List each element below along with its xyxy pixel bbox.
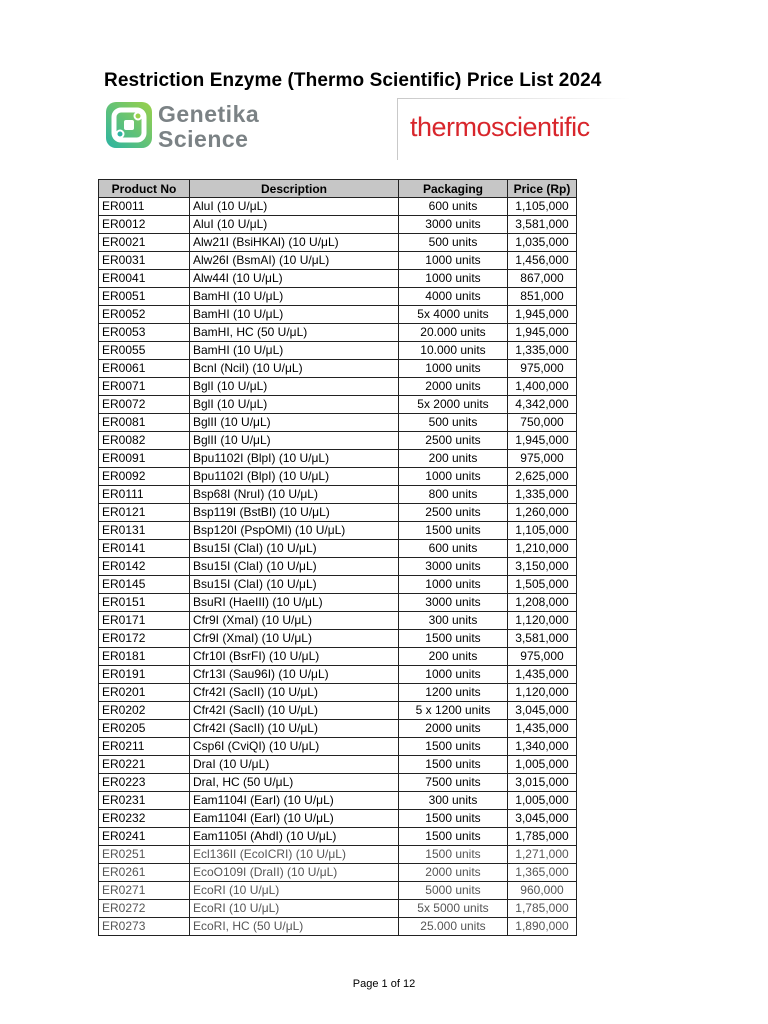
packaging-cell: 3000 units [399, 558, 508, 576]
packaging-cell: 5x 4000 units [399, 306, 508, 324]
packaging-cell: 2500 units [399, 504, 508, 522]
description-cell: Cfr42I (SacII) (10 U/μL) [190, 702, 399, 720]
product-no-cell: ER0111 [99, 486, 190, 504]
description-cell: Bsp68I (NruI) (10 U/μL) [190, 486, 399, 504]
packaging-cell: 1000 units [399, 666, 508, 684]
price-cell: 960,000 [508, 882, 577, 900]
table-row [99, 252, 577, 270]
table-row [99, 360, 577, 378]
table-row [99, 846, 577, 864]
price-cell: 1,890,000 [508, 918, 577, 936]
description-cell: Cfr9I (XmaI) (10 U/μL) [190, 612, 399, 630]
description-cell: Bpu1102I (BlpI) (10 U/μL) [190, 468, 399, 486]
description-cell: BglII (10 U/μL) [190, 432, 399, 450]
description-cell: Ecl136II (EcoICRI) (10 U/μL) [190, 846, 399, 864]
price-cell: 750,000 [508, 414, 577, 432]
description-cell: Bpu1102I (BlpI) (10 U/μL) [190, 450, 399, 468]
price-cell: 1,208,000 [508, 594, 577, 612]
packaging-cell: 800 units [399, 486, 508, 504]
product-no-cell: ER0205 [99, 720, 190, 738]
table-header-row [99, 180, 577, 198]
table-row [99, 198, 577, 216]
table-row [99, 810, 577, 828]
description-cell: AluI (10 U/μL) [190, 216, 399, 234]
packaging-cell: 1500 units [399, 630, 508, 648]
description-cell: BglI (10 U/μL) [190, 378, 399, 396]
product-no-cell: ER0271 [99, 882, 190, 900]
column-header: Product No [99, 180, 190, 198]
product-no-cell: ER0251 [99, 846, 190, 864]
description-cell: Cfr9I (XmaI) (10 U/μL) [190, 630, 399, 648]
description-cell: Eam1104I (EarI) (10 U/μL) [190, 810, 399, 828]
packaging-cell: 7500 units [399, 774, 508, 792]
column-header: Description [190, 180, 399, 198]
table-row [99, 522, 577, 540]
page-title: Restriction Enzyme (Thermo Scientific) Price List 2024 [104, 70, 602, 91]
price-cell: 1,945,000 [508, 432, 577, 450]
table-row [99, 450, 577, 468]
packaging-cell: 600 units [399, 198, 508, 216]
genetika-science-logo [104, 100, 294, 154]
price-cell: 1,120,000 [508, 684, 577, 702]
description-cell: Bsu15I (ClaI) (10 U/μL) [190, 540, 399, 558]
product-no-cell: ER0145 [99, 576, 190, 594]
price-cell: 3,045,000 [508, 702, 577, 720]
table-row [99, 540, 577, 558]
product-no-cell: ER0231 [99, 792, 190, 810]
table-row [99, 738, 577, 756]
description-cell: EcoRI (10 U/μL) [190, 900, 399, 918]
product-no-cell: ER0261 [99, 864, 190, 882]
price-cell: 1,335,000 [508, 486, 577, 504]
description-cell: Eam1104I (EarI) (10 U/μL) [190, 792, 399, 810]
product-no-cell: ER0081 [99, 414, 190, 432]
packaging-cell: 1500 units [399, 846, 508, 864]
description-cell: EcoRI, HC (50 U/μL) [190, 918, 399, 936]
column-header: Price (Rp) [508, 180, 577, 198]
page-number: Page 1 of 12 [352, 978, 416, 990]
product-no-cell: ER0201 [99, 684, 190, 702]
table-row [99, 774, 577, 792]
price-cell: 1,035,000 [508, 234, 577, 252]
table-row [99, 612, 577, 630]
description-cell: BcnI (NciI) (10 U/μL) [190, 360, 399, 378]
table-row [99, 324, 577, 342]
product-no-cell: ER0041 [99, 270, 190, 288]
product-no-cell: ER0071 [99, 378, 190, 396]
price-cell: 851,000 [508, 288, 577, 306]
product-no-cell: ER0021 [99, 234, 190, 252]
packaging-cell: 1000 units [399, 252, 508, 270]
packaging-cell: 300 units [399, 612, 508, 630]
description-cell: Bsp120I (PspOMI) (10 U/μL) [190, 522, 399, 540]
table-row [99, 270, 577, 288]
table-row [99, 414, 577, 432]
table-row [99, 594, 577, 612]
price-cell: 2,625,000 [508, 468, 577, 486]
product-no-cell: ER0211 [99, 738, 190, 756]
table-row [99, 720, 577, 738]
packaging-cell: 1500 units [399, 828, 508, 846]
packaging-cell: 2500 units [399, 432, 508, 450]
price-cell: 975,000 [508, 648, 577, 666]
description-cell: BamHI (10 U/μL) [190, 342, 399, 360]
genetika-logo-text [158, 102, 259, 152]
packaging-cell: 2000 units [399, 720, 508, 738]
table-row [99, 576, 577, 594]
packaging-cell: 500 units [399, 414, 508, 432]
table-row [99, 828, 577, 846]
price-cell: 3,150,000 [508, 558, 577, 576]
logo-line-1: Genetika [158, 101, 260, 127]
price-cell: 1,105,000 [508, 198, 577, 216]
table-row [99, 900, 577, 918]
packaging-cell: 600 units [399, 540, 508, 558]
product-no-cell: ER0141 [99, 540, 190, 558]
product-no-cell: ER0131 [99, 522, 190, 540]
table-row [99, 918, 577, 936]
packaging-cell: 5000 units [399, 882, 508, 900]
packaging-cell: 5x 5000 units [399, 900, 508, 918]
price-cell: 975,000 [508, 360, 577, 378]
price-cell: 3,045,000 [508, 810, 577, 828]
packaging-cell: 1500 units [399, 522, 508, 540]
description-cell: Csp6I (CviQI) (10 U/μL) [190, 738, 399, 756]
description-cell: AluI (10 U/μL) [190, 198, 399, 216]
price-cell: 1,365,000 [508, 864, 577, 882]
product-no-cell: ER0232 [99, 810, 190, 828]
description-cell: BamHI, HC (50 U/μL) [190, 324, 399, 342]
product-no-cell: ER0012 [99, 216, 190, 234]
table-row [99, 468, 577, 486]
description-cell: Eam1105I (AhdI) (10 U/μL) [190, 828, 399, 846]
packaging-cell: 25.000 units [399, 918, 508, 936]
price-cell: 1,105,000 [508, 522, 577, 540]
description-cell: Bsp119I (BstBI) (10 U/μL) [190, 504, 399, 522]
description-cell: Alw21I (BsiHKAI) (10 U/μL) [190, 234, 399, 252]
product-no-cell: ER0051 [99, 288, 190, 306]
logo-divider [397, 98, 398, 160]
price-cell: 3,581,000 [508, 630, 577, 648]
logo-divider-top [397, 98, 631, 99]
product-no-cell: ER0072 [99, 396, 190, 414]
description-cell: EcoO109I (DraII) (10 U/μL) [190, 864, 399, 882]
description-cell: BsuRI (HaeIII) (10 U/μL) [190, 594, 399, 612]
description-cell: BglII (10 U/μL) [190, 414, 399, 432]
price-cell: 1,505,000 [508, 576, 577, 594]
logo-line-2: Science [158, 126, 249, 152]
table-row [99, 792, 577, 810]
column-header: Packaging [399, 180, 508, 198]
price-cell: 1,260,000 [508, 504, 577, 522]
price-cell: 1,340,000 [508, 738, 577, 756]
price-cell: 867,000 [508, 270, 577, 288]
packaging-cell: 3000 units [399, 216, 508, 234]
table-row [99, 630, 577, 648]
table-row [99, 342, 577, 360]
packaging-cell: 1500 units [399, 738, 508, 756]
table-row [99, 486, 577, 504]
packaging-cell: 200 units [399, 648, 508, 666]
product-no-cell: ER0121 [99, 504, 190, 522]
packaging-cell: 200 units [399, 450, 508, 468]
thermo-logo-part2: scientific [491, 112, 590, 142]
description-cell: DraI, HC (50 U/μL) [190, 774, 399, 792]
table-row [99, 756, 577, 774]
product-no-cell: ER0202 [99, 702, 190, 720]
price-cell: 1,945,000 [508, 306, 577, 324]
packaging-cell: 1000 units [399, 468, 508, 486]
table-row [99, 882, 577, 900]
packaging-cell: 500 units [399, 234, 508, 252]
product-no-cell: ER0181 [99, 648, 190, 666]
product-no-cell: ER0172 [99, 630, 190, 648]
packaging-cell: 20.000 units [399, 324, 508, 342]
product-no-cell: ER0031 [99, 252, 190, 270]
table-row [99, 396, 577, 414]
product-no-cell: ER0191 [99, 666, 190, 684]
table-row [99, 288, 577, 306]
table-row [99, 558, 577, 576]
table-row [99, 306, 577, 324]
price-cell: 1,005,000 [508, 756, 577, 774]
product-no-cell: ER0223 [99, 774, 190, 792]
description-cell: Bsu15I (ClaI) (10 U/μL) [190, 558, 399, 576]
price-cell: 3,015,000 [508, 774, 577, 792]
product-no-cell: ER0055 [99, 342, 190, 360]
price-cell: 1,435,000 [508, 720, 577, 738]
packaging-cell: 1200 units [399, 684, 508, 702]
packaging-cell: 1500 units [399, 810, 508, 828]
price-cell: 1,945,000 [508, 324, 577, 342]
price-cell: 3,581,000 [508, 216, 577, 234]
description-cell: Bsu15I (ClaI) (10 U/μL) [190, 576, 399, 594]
price-cell: 975,000 [508, 450, 577, 468]
table-row [99, 702, 577, 720]
product-no-cell: ER0151 [99, 594, 190, 612]
product-no-cell: ER0052 [99, 306, 190, 324]
description-cell: Cfr13I (Sau96I) (10 U/μL) [190, 666, 399, 684]
price-table [98, 179, 577, 936]
packaging-cell: 1000 units [399, 270, 508, 288]
product-no-cell: ER0061 [99, 360, 190, 378]
description-cell: EcoRI (10 U/μL) [190, 882, 399, 900]
product-no-cell: ER0273 [99, 918, 190, 936]
description-cell: BamHI (10 U/μL) [190, 288, 399, 306]
packaging-cell: 1000 units [399, 360, 508, 378]
product-no-cell: ER0221 [99, 756, 190, 774]
packaging-cell: 2000 units [399, 378, 508, 396]
packaging-cell: 5x 2000 units [399, 396, 508, 414]
description-cell: Cfr42I (SacII) (10 U/μL) [190, 684, 399, 702]
packaging-cell: 3000 units [399, 594, 508, 612]
packaging-cell: 1000 units [399, 576, 508, 594]
product-no-cell: ER0091 [99, 450, 190, 468]
packaging-cell: 4000 units [399, 288, 508, 306]
product-no-cell: ER0053 [99, 324, 190, 342]
genetika-logo-icon [106, 102, 152, 148]
table-row [99, 684, 577, 702]
thermo-logo-part1: thermo [410, 112, 492, 142]
packaging-cell: 300 units [399, 792, 508, 810]
price-cell: 1,785,000 [508, 900, 577, 918]
description-cell: BamHI (10 U/μL) [190, 306, 399, 324]
description-cell: BglI (10 U/μL) [190, 396, 399, 414]
packaging-cell: 1500 units [399, 756, 508, 774]
table-row [99, 216, 577, 234]
product-no-cell: ER0142 [99, 558, 190, 576]
price-cell: 1,120,000 [508, 612, 577, 630]
packaging-cell: 5 x 1200 units [399, 702, 508, 720]
price-cell: 1,271,000 [508, 846, 577, 864]
price-cell: 1,456,000 [508, 252, 577, 270]
price-cell: 4,342,000 [508, 396, 577, 414]
price-cell: 1,005,000 [508, 792, 577, 810]
description-cell: Cfr10I (BsrFI) (10 U/μL) [190, 648, 399, 666]
description-cell: Alw26I (BsmAI) (10 U/μL) [190, 252, 399, 270]
thermo-scientific-logo [410, 112, 590, 143]
table-row [99, 648, 577, 666]
price-cell: 1,785,000 [508, 828, 577, 846]
table-row [99, 378, 577, 396]
packaging-cell: 10.000 units [399, 342, 508, 360]
table-row [99, 432, 577, 450]
description-cell: Cfr42I (SacII) (10 U/μL) [190, 720, 399, 738]
table-row [99, 666, 577, 684]
price-cell: 1,210,000 [508, 540, 577, 558]
packaging-cell: 2000 units [399, 864, 508, 882]
table-row [99, 864, 577, 882]
table-row [99, 504, 577, 522]
product-no-cell: ER0241 [99, 828, 190, 846]
product-no-cell: ER0272 [99, 900, 190, 918]
description-cell: DraI (10 U/μL) [190, 756, 399, 774]
product-no-cell: ER0082 [99, 432, 190, 450]
table-row [99, 234, 577, 252]
product-no-cell: ER0171 [99, 612, 190, 630]
product-no-cell: ER0011 [99, 198, 190, 216]
description-cell: Alw44I (10 U/μL) [190, 270, 399, 288]
price-cell: 1,335,000 [508, 342, 577, 360]
product-no-cell: ER0092 [99, 468, 190, 486]
price-cell: 1,435,000 [508, 666, 577, 684]
price-cell: 1,400,000 [508, 378, 577, 396]
